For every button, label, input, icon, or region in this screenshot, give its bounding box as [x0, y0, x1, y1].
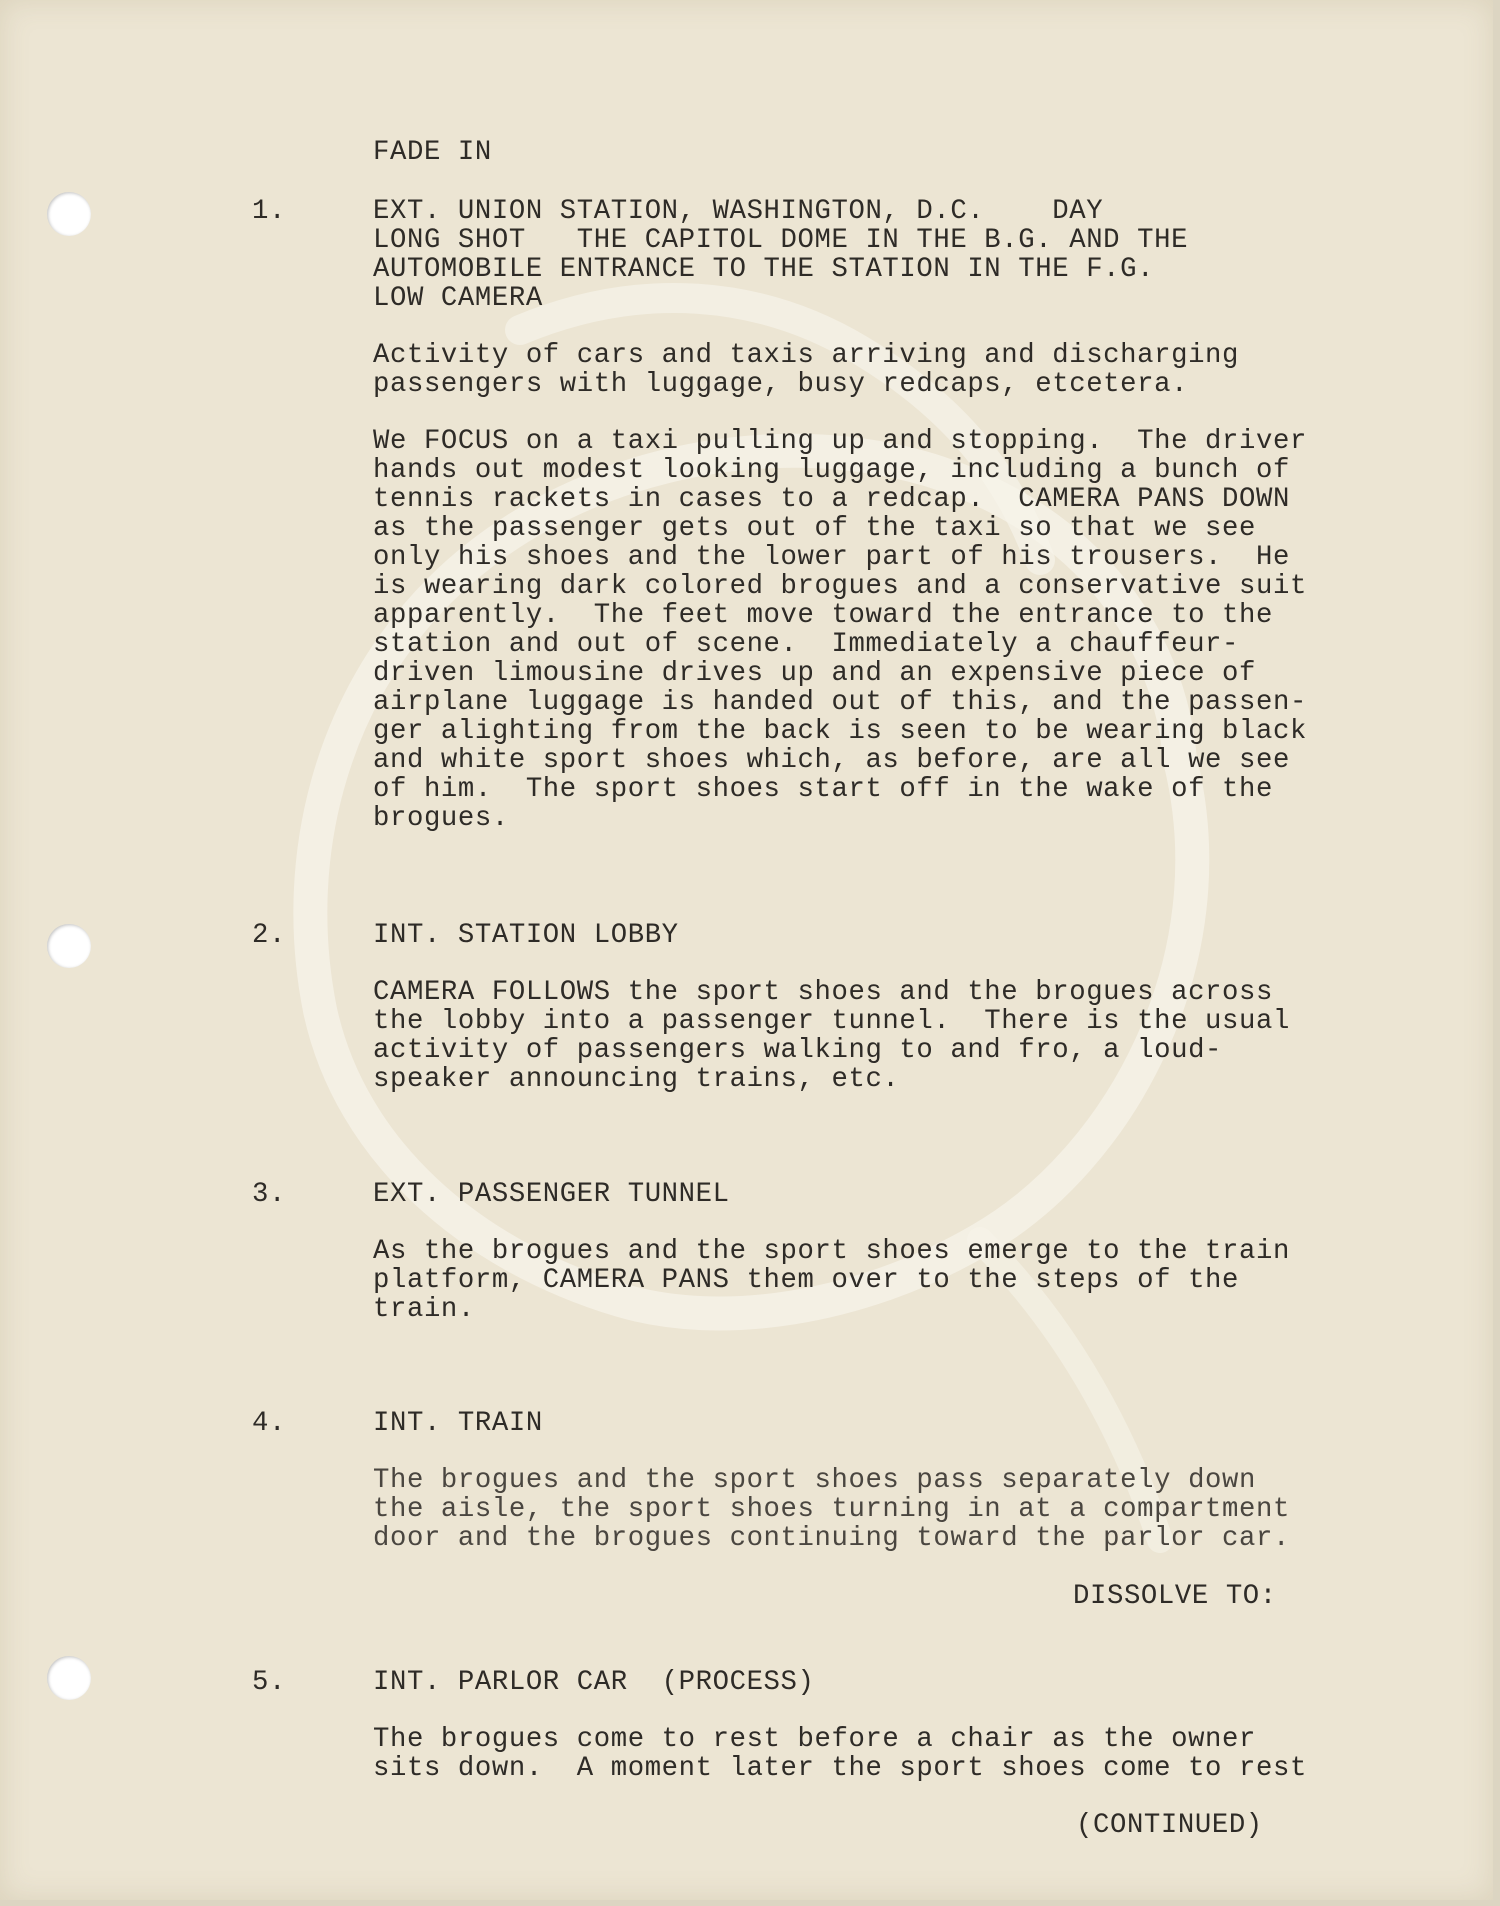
transition: DISSOLVE TO: — [1073, 1581, 1277, 1612]
action-line: hands out modest looking luggage, including a bunch of — [373, 455, 1290, 486]
action-line: sits down. A moment later the sport shoes come to rest — [373, 1753, 1307, 1784]
action-line: Activity of cars and taxis arriving and discharging — [373, 340, 1240, 371]
continued-label: (CONTINUED) — [1076, 1810, 1263, 1841]
scene-heading-line: LOW CAMERA — [373, 283, 543, 314]
binder-hole-bottom — [47, 1656, 91, 1700]
scene-heading-line: LONG SHOT THE CAPITOL DOME IN THE B.G. AND THE — [373, 225, 1189, 256]
action-line: As the brogues and the sport shoes emerge to the train — [373, 1236, 1290, 1267]
action-line: passengers with luggage, busy redcaps, etcetera. — [373, 369, 1189, 400]
action-line: platform, CAMERA PANS them over to the steps of the — [373, 1265, 1240, 1296]
scene-number: 5. — [252, 1667, 286, 1698]
fade-in: FADE IN — [373, 137, 492, 168]
scene-heading-line: AUTOMOBILE ENTRANCE TO THE STATION IN THE F.G. — [373, 254, 1155, 285]
action-line: driven limousine drives up and an expensive piece of — [373, 658, 1257, 689]
action-line: the lobby into a passenger tunnel. There is the usual — [373, 1006, 1290, 1037]
action-line: brogues. — [373, 803, 509, 834]
scene-heading-line: EXT. UNION STATION, WASHINGTON, D.C. DAY — [373, 196, 1104, 227]
scene-heading-line: INT. PARLOR CAR (PROCESS) — [373, 1667, 815, 1698]
scene-number: 2. — [252, 920, 286, 951]
scene-heading-line: INT. TRAIN — [373, 1408, 543, 1439]
action-line: The brogues come to rest before a chair as the owner — [373, 1724, 1257, 1755]
action-line: of him. The sport shoes start off in the wake of the — [373, 774, 1273, 805]
scene-heading-line: INT. STATION LOBBY — [373, 920, 679, 951]
scene-heading-line: EXT. PASSENGER TUNNEL — [373, 1179, 730, 1210]
scene-number: 1. — [252, 196, 286, 227]
binder-hole-middle — [47, 924, 91, 968]
action-line: airplane luggage is handed out of this, and the passen- — [373, 687, 1307, 718]
action-line: and white sport shoes which, as before, are all we see — [373, 745, 1290, 776]
action-line: activity of passengers walking to and fro, a loud- — [373, 1035, 1223, 1066]
scene-number: 4. — [252, 1408, 286, 1439]
binder-hole-top — [47, 192, 91, 236]
action-line: tennis rackets in cases to a redcap. CAMERA PANS DOWN — [373, 484, 1290, 515]
action-line: The brogues and the sport shoes pass separately down — [373, 1465, 1257, 1496]
action-line: train. — [373, 1294, 475, 1325]
action-line: station and out of scene. Immediately a chauffeur- — [373, 629, 1240, 660]
action-line: speaker announcing trains, etc. — [373, 1064, 900, 1095]
action-line: apparently. The feet move toward the entrance to the — [373, 600, 1273, 631]
action-line: ger alighting from the back is seen to be wearing black — [373, 716, 1307, 747]
action-line: as the passenger gets out of the taxi so that we see — [373, 513, 1257, 544]
scene-number: 3. — [252, 1179, 286, 1210]
action-line: We FOCUS on a taxi pulling up and stopping. The driver — [373, 426, 1307, 457]
action-line: is wearing dark colored brogues and a conservative suit — [373, 571, 1307, 602]
action-line: only his shoes and the lower part of his trousers. He — [373, 542, 1290, 573]
action-line: the aisle, the sport shoes turning in at a compartment — [373, 1494, 1290, 1525]
action-line: CAMERA FOLLOWS the sport shoes and the brogues across — [373, 977, 1273, 1008]
action-line: door and the brogues continuing toward the parlor car. — [373, 1523, 1290, 1554]
